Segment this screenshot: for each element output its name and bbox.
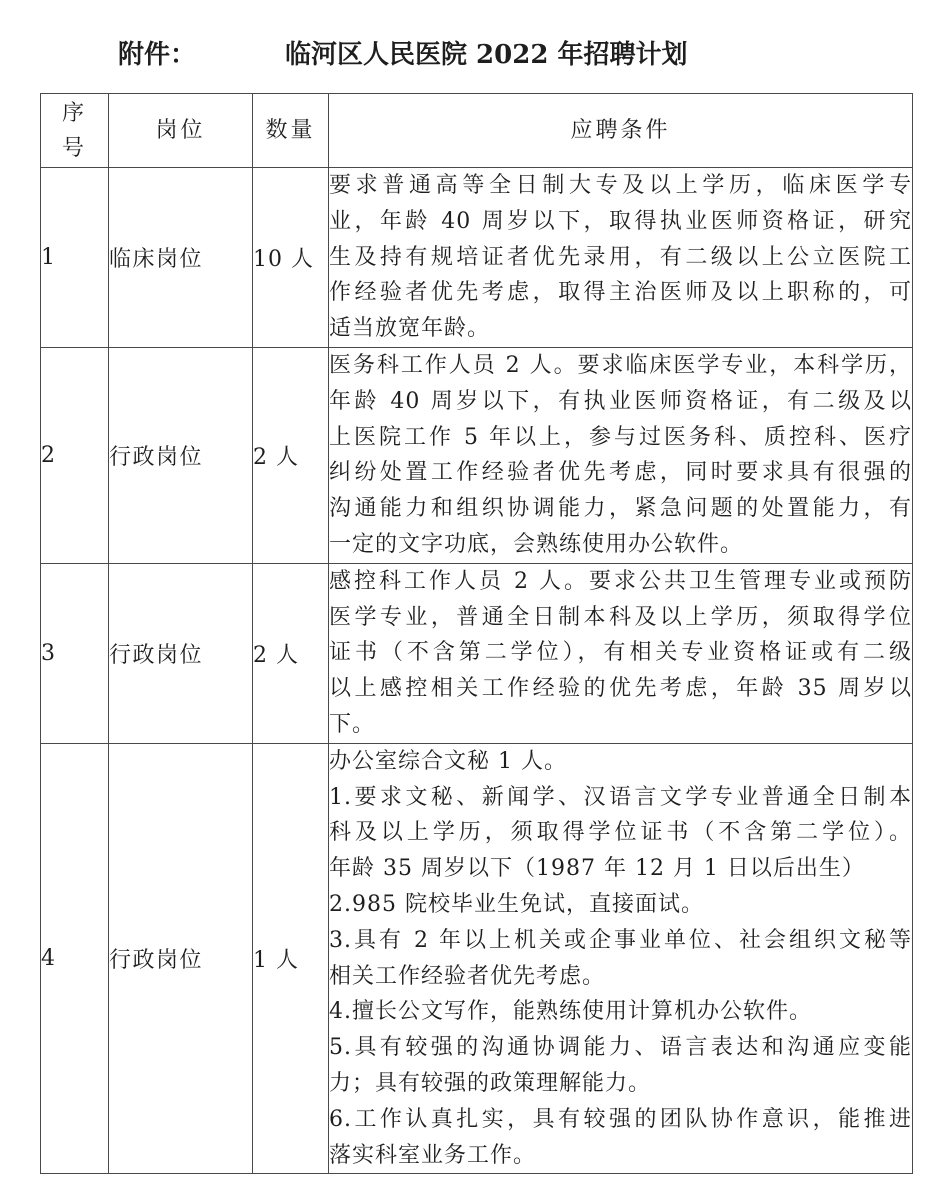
- condition-line: 医务科工作人员 2 人。要求临床医学专业，本科学历，: [329, 352, 912, 378]
- row-conditions: [329, 563, 913, 743]
- row-conditions: [329, 347, 913, 563]
- header-conditions: 应聘条件: [329, 94, 913, 168]
- condition-line: 作经验者优先考虑，取得主治医师及以上职称的，可: [329, 280, 912, 306]
- row-count: 10 人: [253, 168, 329, 348]
- condition-line: 要求普通高等全日制大专及以上学历，临床医学专: [329, 173, 912, 198]
- row-index: 3: [41, 563, 109, 743]
- condition-line: 力；具有较强的政策理解能力。: [329, 1070, 652, 1096]
- condition-line: 年龄 35 周岁以下（1987 年 12 月 1 日以后出生）: [329, 856, 865, 882]
- document-heading: [0, 33, 941, 77]
- header-index-label: 序号: [61, 100, 87, 161]
- row-index: 4: [41, 743, 109, 1174]
- condition-line: 2.985 院校毕业生免试，直接面试。: [329, 891, 704, 917]
- condition-line: 证书（不含第二学位），有相关专业资格证或有二级: [329, 640, 912, 666]
- row-position: 行政岗位: [109, 563, 253, 743]
- condition-line: 落实科室业务工作。: [329, 1142, 537, 1168]
- row-position: 临床岗位: [109, 168, 253, 348]
- document-title: 临河区人民医院 2022 年招聘计划: [285, 40, 688, 70]
- header-index: [41, 94, 109, 168]
- table-row: [41, 563, 913, 743]
- condition-line: 沟通能力和组织协调能力，紧急问题的处置能力，有: [329, 496, 912, 522]
- condition-line: 1.要求文秘、新闻学、汉语言文学专业普通全日制本: [329, 784, 912, 810]
- table-row: [41, 347, 913, 563]
- row-position: 行政岗位: [109, 347, 253, 563]
- condition-line: 3.具有 2 年以上机关或企事业单位、社会组织文秘等: [329, 927, 912, 953]
- condition-line: 以上感控相关工作经验的优先考虑，年龄 35 周岁以: [329, 676, 912, 702]
- condition-line: 感控科工作人员 2 人。要求公共卫生管理专业或预防: [329, 568, 912, 594]
- condition-line: 纠纷处置工作经验者优先考虑，同时要求具有很强的: [329, 460, 912, 486]
- row-count: 2 人: [253, 347, 329, 563]
- condition-line: 5.具有较强的沟通协调能力、语言表达和沟通应变能: [329, 1035, 912, 1061]
- condition-line: 年龄 40 周岁以下，有执业医师资格证，有二级及以: [329, 388, 912, 414]
- condition-line: 办公室综合文秘 1 人。: [329, 748, 567, 774]
- row-position: 行政岗位: [109, 743, 253, 1174]
- row-conditions: [329, 168, 913, 348]
- table-header-row: [41, 94, 913, 168]
- condition-line: 一定的文字功底，会熟练使用办公软件。: [329, 531, 744, 557]
- condition-line: 上医院工作 5 年以上，参与过医务科、质控科、医疗: [329, 424, 912, 450]
- row-count: 2 人: [253, 563, 329, 743]
- condition-line: 科及以上学历，须取得学位证书（不含第二学位）。: [329, 820, 912, 846]
- recruitment-plan-table: [40, 93, 913, 1174]
- condition-line: 6.工作认真扎实，具有较强的团队协作意识，能推进: [329, 1106, 912, 1132]
- condition-line: 4.擅长公文写作，能熟练使用计算机办公软件。: [329, 999, 812, 1025]
- condition-line: 相关工作经验者优先考虑。: [329, 963, 606, 989]
- condition-line: 生及持有规培证者优先录用，有二级以上公立医院工: [329, 244, 912, 270]
- attachment-label: 附件：: [118, 40, 197, 70]
- table-row: [41, 743, 913, 1174]
- header-position: 岗位: [109, 94, 253, 168]
- row-count: 1 人: [253, 743, 329, 1174]
- condition-line: 业，年龄 40 周岁以下，取得执业医师资格证，研究: [329, 208, 912, 234]
- row-conditions: [329, 743, 913, 1174]
- row-index: 1: [41, 168, 109, 348]
- row-index: 2: [41, 347, 109, 563]
- condition-line: 适当放宽年龄。: [329, 316, 491, 342]
- condition-line: 医学专业，普通全日制本科及以上学历，须取得学位: [329, 604, 912, 630]
- table-row: [41, 168, 913, 348]
- condition-line: 下。: [329, 711, 376, 737]
- header-count: 数量: [253, 94, 329, 168]
